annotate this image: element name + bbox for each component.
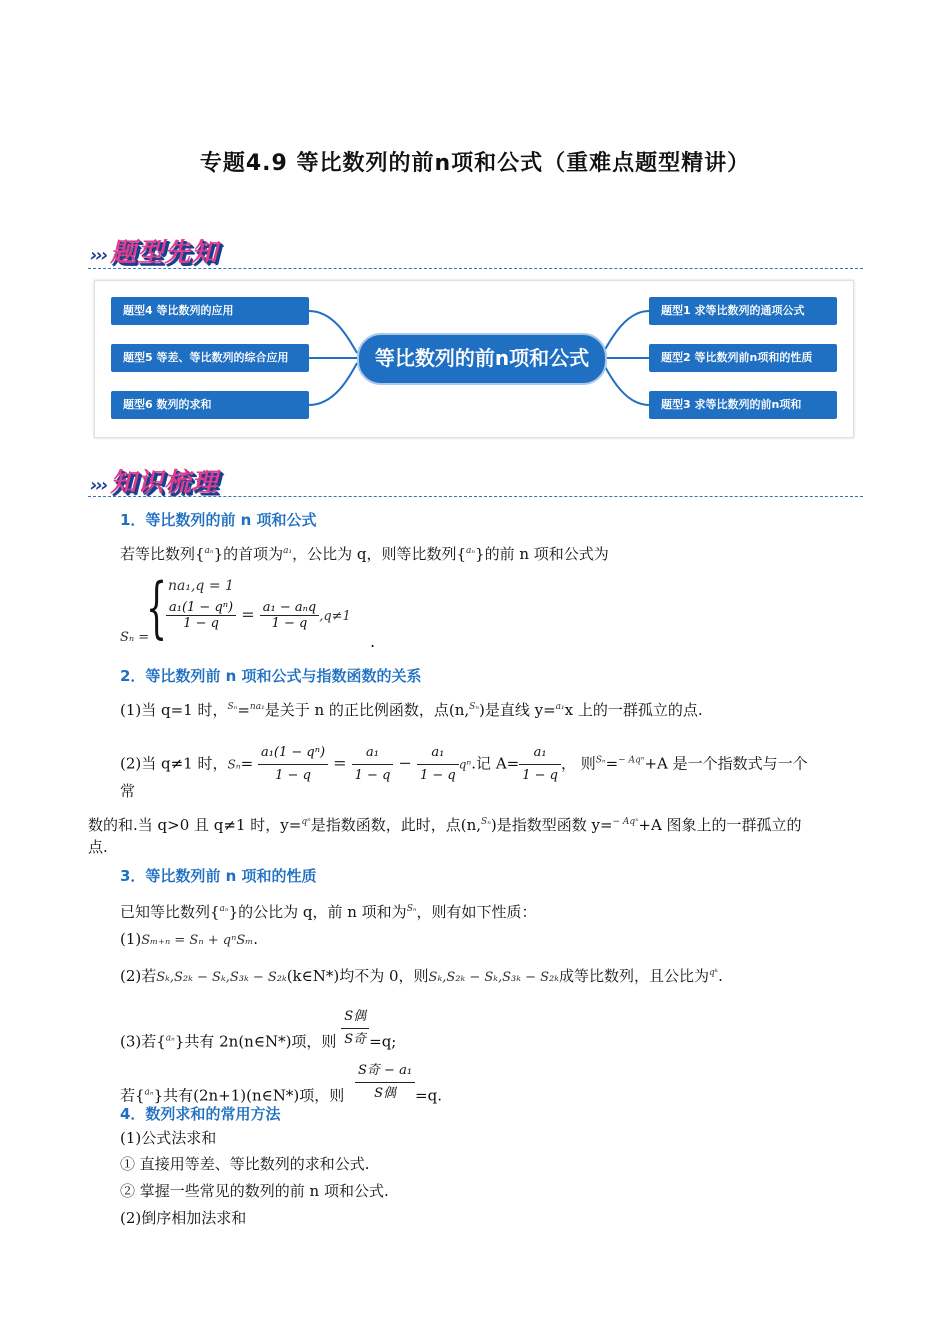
section-heading-1: 1．等比数列的前 n 项和公式 (120, 511, 317, 529)
math-prop2set: Sₖ,S₂ₖ − Sₖ,S₃ₖ − S₂ₖ (156, 970, 287, 985)
math-a1: a₁ (555, 702, 565, 712)
period: . (370, 632, 376, 651)
s2-p3-wrap: 点. (88, 838, 108, 856)
mindmap-node-type6: 题型6 数列的求和 (111, 391, 309, 419)
page-title: 专题4.9 等比数列的前n项和公式（重难点题型精讲） (199, 151, 751, 176)
text: 若等比数列{ (120, 545, 205, 563)
math-sn: Sₙ (227, 757, 241, 772)
text: (k∈N*)均不为 0，则 (286, 967, 429, 985)
banner-question-types (90, 232, 218, 269)
math-an: aₙ (144, 1087, 154, 1098)
text: (1)当 q=1 时， (120, 701, 228, 719)
text: (2)若 (120, 967, 157, 985)
text: }的首项为 (213, 545, 284, 563)
text: ， 则 (560, 754, 596, 773)
text: (2)当 q≠1 时， (120, 754, 228, 773)
text: 成等比数列，且公比为 (559, 967, 710, 985)
case-q-not-1: $\frac{\text{a₁(1 − qⁿ)}}{1 - q}$ = $\frac{\text{a₁ − aₙq}}{1 - q}$ ,q≠1 (166, 600, 351, 631)
text: (3)若{ (120, 1032, 166, 1051)
mindmap-node-type4: 题型4 等比数列的应用 (111, 297, 309, 325)
math-sn: Sₙ (227, 702, 238, 712)
banner-knowledge (90, 462, 218, 499)
math-prop2set: Sₖ,S₂ₖ − Sₖ,S₃ₖ − S₂ₖ (428, 970, 559, 985)
divider (88, 496, 863, 497)
math-sn: Sₙ (481, 817, 491, 827)
mindmap-node-type1: 题型1 求等比数列的通项公式 (649, 297, 837, 325)
text: (1) (120, 930, 142, 948)
text: =q; (369, 1032, 397, 1051)
text: 是关于 n 的正比例函数，点(n, (264, 701, 470, 719)
s2-p1 (120, 696, 703, 721)
frac-den: 1 − q (419, 768, 456, 783)
section-heading-2: 2．等比数列前 n 项和公式与指数函数的关系 (120, 667, 422, 685)
mindmap (94, 280, 854, 438)
section-heading-4: 4．数列求和的常用方法 (120, 1105, 281, 1123)
text: x 上的一群孤立的点. (564, 701, 703, 719)
s2-p2-wrap: 常 (120, 782, 136, 800)
text: 数的和.当 q>0 且 q≠1 时，y= (88, 816, 302, 834)
text: 若{ (120, 1086, 145, 1105)
mindmap-node-type3: 题型3 求等比数列的前n项和 (649, 391, 837, 419)
formula-sum (120, 569, 380, 654)
math-qn: qⁿ (458, 757, 472, 772)
frac-den: S偶 (374, 1086, 396, 1101)
math-qn: qⁿ (301, 817, 311, 827)
banner-label: 题型先知 (110, 238, 219, 268)
s1-line1 (120, 540, 609, 565)
text: +A 图象上的一群孤立的 (638, 816, 802, 834)
frac-num: a₁ (519, 742, 561, 765)
banner-label: 知识梳理 (110, 468, 219, 498)
frac-den: S奇 (344, 1032, 367, 1047)
frac-den: 1 − q (271, 616, 308, 631)
text: }的前 n 项和公式为 (475, 545, 609, 563)
frac-num: a₁(1 − qⁿ) (166, 600, 236, 616)
banner-arrows-icon: ››› (90, 475, 107, 496)
list-item: (1)公式法求和 (120, 1129, 217, 1147)
frac-num: a₁ (352, 742, 394, 765)
text: )是指数型函数 y= (490, 816, 613, 834)
math-an: aₙ (219, 904, 229, 914)
text: +A 是一个指数式与一个 (644, 754, 808, 773)
text: = (237, 701, 250, 719)
math-minus-aqx: − Aqˣ (612, 817, 639, 827)
s2-p3 (88, 811, 802, 836)
frac-den: 1 − q (522, 768, 558, 783)
math-prop1: Sₘ₊ₙ = Sₙ + qⁿSₘ (141, 933, 254, 948)
list-item: ① 直接用等差、等比数列的求和公式. (120, 1155, 370, 1173)
text: . (718, 967, 723, 985)
math-an: aₙ (204, 546, 214, 556)
text: .记 A= (471, 754, 520, 773)
text: = (240, 754, 254, 773)
text: = (605, 754, 619, 773)
banner-arrows-icon: ››› (90, 245, 107, 266)
frac-den: 1 − q (183, 616, 219, 631)
frac-num: S偶 (341, 1006, 369, 1029)
text: }共有 2n(n∈N*)项，则 (174, 1032, 337, 1051)
divider (88, 268, 863, 269)
frac-num: a₁ (417, 742, 459, 765)
section-heading-3: 3．等比数列前 n 项和的性质 (120, 867, 317, 885)
text: ，则有如下性质： (416, 903, 537, 921)
mindmap-center: 等比数列的前n项和公式 (357, 333, 607, 385)
text: 是指数函数，此时，点(n, (310, 816, 482, 834)
brace-icon: { (146, 569, 167, 646)
text: }共有(2n+1)(n∈N*)项，则 (153, 1086, 345, 1105)
mindmap-node-type2: 题型2 等比数列前n项和的性质 (649, 344, 837, 372)
condition: ,q≠1 (319, 609, 351, 624)
list-item: ② 掌握一些常见的数列的前 n 项和公式. (120, 1182, 389, 1200)
math-qk: qᵏ (709, 968, 719, 978)
math-minus-aqn: − Aqⁿ (618, 755, 645, 766)
math-sn: Sₙ (406, 904, 417, 914)
s3-l2 (120, 928, 258, 952)
frac-num: a₁ − aₙq (260, 600, 319, 616)
math-na1: na₁ (249, 702, 265, 712)
list-item: (2)倒序相加法求和 (120, 1209, 247, 1227)
text: 已知等比数列{ (120, 903, 220, 921)
math-sn: Sₙ (469, 702, 479, 712)
math-an: aₙ (466, 546, 476, 556)
s3-l4 (120, 1009, 397, 1065)
frac-den: 1 − q (275, 768, 311, 783)
case-q-equals-1: na₁,q = 1 (168, 578, 234, 594)
text: . (253, 930, 258, 948)
s3-l1 (120, 898, 537, 923)
frac-num: a₁(1 − qⁿ) (258, 742, 328, 765)
frac-num: S奇 − a₁ (355, 1060, 415, 1083)
math-sn-eq: Sₙ = (120, 630, 150, 645)
frac-den: 1 − q (354, 768, 391, 783)
math-an: aₙ (165, 1033, 175, 1044)
math-a1: a₁ (283, 546, 293, 556)
mindmap-node-type5: 题型5 等差、等比数列的综合应用 (111, 344, 309, 372)
text: =q. (415, 1086, 442, 1105)
text: }的公比为 q，前 n 项和为 (228, 903, 407, 921)
text: ，公比为 q，则等比数列{ (292, 545, 467, 563)
s2-p2: (2)当 q≠1 时，Sₙ= $\frac{\text{a₁(1 − qⁿ)}}{1 - q}$ = $\frac{\text{a₁}}{1 - q}$ − $\frac{\text{a₁}}{1 - q}$ qⁿ.记 A= $\frac{\text{a₁}}{1 - q}$ ， 则$^{S_n}$=$^{- Aq^n}$+A 是一个指数式与一个 (120, 742, 808, 787)
text: )是直线 y= (479, 701, 556, 719)
s3-l3 (120, 962, 723, 989)
math-sn: Sₙ (595, 755, 606, 766)
